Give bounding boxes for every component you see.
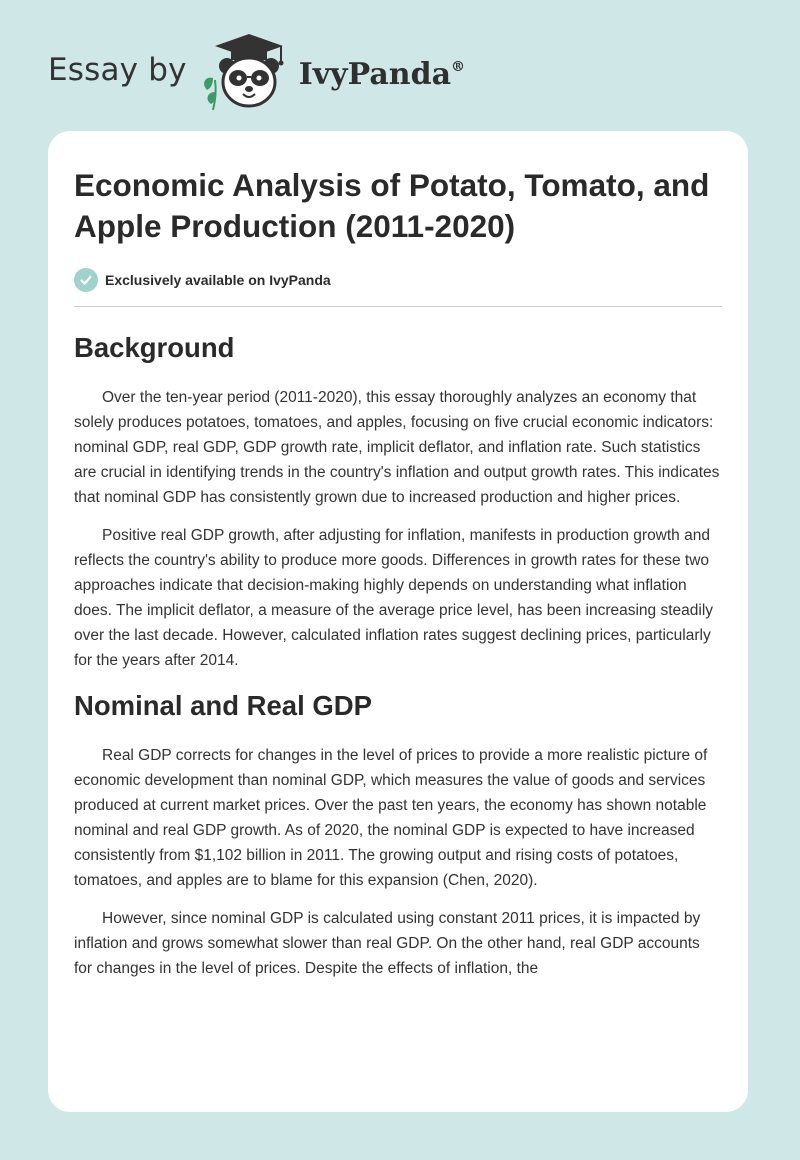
paragraph: Over the ten-year period (2011-2020), this essay thoroughly analyzes an economy that solely produces potatoes, tomatoes, and apples, focusing on five crucial economic indicators: nominal GDP, real GDP, GDP growth rate, implicit deflator, and inflation rate. Such statistics are crucial in identifying trends in the country's inflation and output growth rates. This indicates that nominal GDP has consistently grown due to increased production and higher prices. [74,389,720,506]
section-heading-background: Background [74,332,235,363]
paragraph: However, since nominal GDP is calculated using constant 2011 prices, it is impacted by inflation and grows somewhat slower than real GDP. On the other hand, real GDP accounts for changes in the level of prices. Despite the effects of inflation, the [74,910,701,977]
ivypanda-logo[interactable] [201,32,465,112]
exclusive-badge [74,268,722,307]
section-heading-nominal-real-gdp: Nominal and Real GDP [74,690,372,721]
check-icon [74,268,98,292]
panda-mascot-icon [201,32,297,112]
paragraph: Real GDP corrects for changes in the level of prices to provide a more realistic picture of economic development than nominal GDP, which measures the value of goods and services produced at current market prices. Over the past ten years, the economy has shown notable nominal and real GDP growth. As of 2020, the nominal GDP is expected to have increased consistently from $1,102 billion in 2011. The growing output and rising costs of potatoes, tomatoes, and apples are to blame for this expansion (Chen, 2020). [74,747,708,889]
site-header [48,32,465,112]
exclusive-label: Exclusively available on IvyPanda [105,272,331,288]
article-title: Economic Analysis of Potato, Tomato, and Apple Production (2011-2020) [74,167,710,244]
paragraph: Positive real GDP growth, after adjusting for inflation, manifests in production growth and reflects the country's ability to produce more goods. Differences in growth rates for these two approaches indicate that decision-making highly depends on understanding what inflation does. The implicit deflator, a measure of the average price level, has been increasing steadily over the last decade. However, calculated inflation rates suggest declining prices, particularly for the years after 2014. [74,527,714,669]
essay-by-label: Essay by [48,52,187,88]
brand-name: IvyPanda® [298,56,466,92]
article-card [48,131,748,1112]
